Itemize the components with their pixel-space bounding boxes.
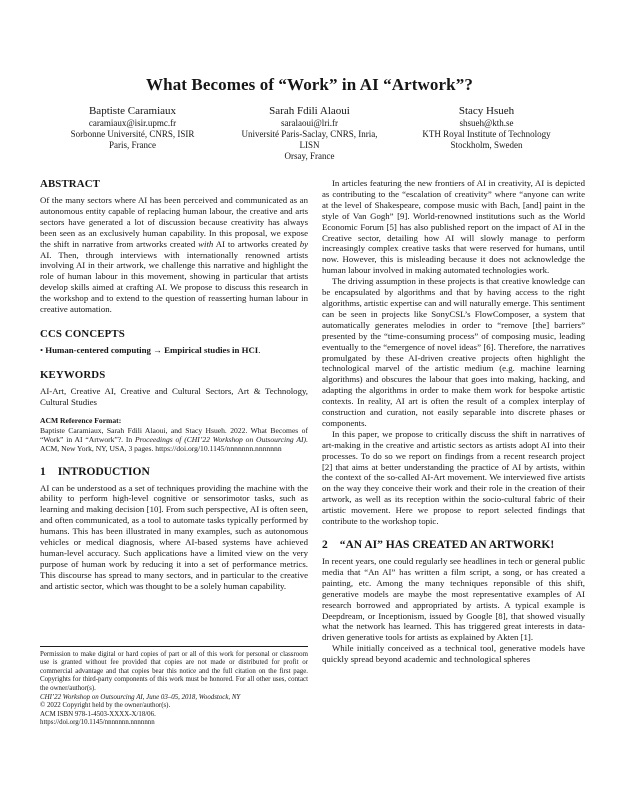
author-1-name: Baptiste Caramiaux bbox=[88, 105, 177, 117]
abstract-run: Of the many sectors where AI has been perceived and communicated as an autonomous entity capable of replacing human labour, the creative and arts sectors have generated a lot of discussion because creativity has always been seen as an exclusively human capability. In this proposal, we expose the shift in narrative from artworks created bbox=[40, 195, 308, 249]
abstract-text bbox=[40, 195, 308, 315]
author-2-affiliation-line: Université Paris-Saclay, CNRS, Inria, bbox=[241, 129, 378, 139]
permission-statement: Permission to make digital or hard copies of part or all of this work for personal or classroom use is granted without fee provided that copies are not made or distributed for profit or commercial advantage and that copies bear this notice and the full citation on the first page. Copyrights for third-party components of this work must be honored. For all other uses, contact the owner/author(s). bbox=[40, 651, 308, 692]
author-2-affiliation-line: Orsay, France bbox=[284, 151, 335, 161]
author-2-name: Sarah Fdili Alaoui bbox=[269, 105, 350, 117]
keywords-heading: KEYWORDS bbox=[40, 368, 106, 381]
ccs-arrow: → bbox=[150, 344, 165, 355]
acm-reference-text bbox=[40, 426, 308, 454]
author-1-email[interactable]: caramiaux@isir.upmc.fr bbox=[88, 118, 177, 128]
body-paragraph: In recent years, one could regularly see headlines in tech or general public media that “An AI” has written a film script, a song, or has created a painting, etc. Among the many techniques reponsible of this shift, generative models are maybe the most representative examples of AI research borrowed and appropriated by artists. A typical example is Deepdream, or Inceptionism, issued by Google [8], that showed visually what the network has learned. This has triggered great interests in data-driven generative tools for artists as explained by Akten [1]. bbox=[322, 556, 585, 643]
acmref-proceedings: Proceedings of (CHI’22 Workshop on Outsourcing AI). bbox=[135, 434, 308, 444]
paper-title: What Becomes of “Work” in AI “Artwork”? bbox=[146, 75, 473, 94]
copyright-line: © 2022 Copyright held by the owner/author(s). bbox=[40, 702, 171, 710]
author-1-affiliation-line: Paris, France bbox=[109, 140, 156, 150]
venue-line: CHI’22 Workshop on Outsourcing AI, June 03–05, 2018, Woodstock, NY bbox=[40, 694, 241, 702]
copyright-footnote bbox=[40, 646, 308, 728]
author-3-affiliation-line: KTH Royal Institute of Technology bbox=[422, 129, 551, 139]
author-3-name: Stacy Hsueh bbox=[458, 105, 515, 117]
footnote-doi-link[interactable]: https://doi.org/10.1145/nnnnnnn.nnnnnnn bbox=[40, 719, 155, 727]
abstract-italic-with: with bbox=[198, 238, 214, 249]
isbn-line: ACM ISBN 978-1-4503-XXXX-X/18/06. bbox=[40, 710, 156, 718]
body-paragraph: In articles featuring the new frontiers of AI in creativity, AI is depicted as contributing to the “escalation of creativity” where “anyone can write at the level of Shakespeare, compose music with Bach, [and] paint in the style of Van Gogh” [9]. World-renowned institutions such as the World Economic Forum [5] has also published report on the impact of AI in the Creative sector, detailing how AI will slowly manage to perform increasingly complex creative tasks that were reserved for humans, until now. However, this is misleading because it does not acknowledge the human labour involved in making automated technologies work. bbox=[322, 178, 585, 276]
body-paragraph: In this paper, we propose to critically discuss the shift in narratives of art-making in the creative and artistic sectors as artists adopt AI into their processes. To do so we report on findings from a recent research project [2] that aims at better understanding the practice of AI by artists, within the context of the so-called AI-Art movement. We interviewed five artists on the way they conceive their work and their role in the creation of their artwork, as well as its reception within the socio-cultural fabric of their artistic movement. Here we propose to report selected findings that contribute to the workshop topic. bbox=[322, 428, 585, 527]
section-2-heading bbox=[322, 539, 585, 551]
author-2 bbox=[221, 105, 398, 162]
author-1 bbox=[44, 105, 221, 162]
author-3-affiliation-line: Stockholm, Sweden bbox=[450, 140, 523, 150]
abstract-italic-by: by bbox=[299, 238, 308, 249]
author-3-email[interactable]: shsueh@kth.se bbox=[459, 118, 514, 128]
ccs-concept bbox=[45, 344, 261, 355]
section-1-title: INTRODUCTION bbox=[57, 465, 150, 478]
ccs-concept-root: Human-centered computing bbox=[45, 344, 151, 355]
acmref-run: Baptiste Caramiaux, Sarah Fdili Alaoui, and Stacy Hsueh. 2022. What Becomes of “Work” in AI “Artwork”?. In bbox=[40, 425, 308, 444]
author-block bbox=[44, 105, 575, 162]
ccs-concept-leaf: Empirical studies in HCI bbox=[164, 344, 259, 355]
author-2-affiliation-line: LISN bbox=[299, 140, 320, 150]
section-1-number: 1 bbox=[40, 465, 46, 478]
abstract-heading: ABSTRACT bbox=[40, 178, 100, 190]
introduction-paragraph: AI can be understood as a set of techniques providing the machine with the ability to perform high-level cognitive or sensorimotor tasks, such as learning and making decision [10]. From such perspective, AI is often seen, and often communicated, as a tool to automate tasks typically performed by humans. This has been illustrated in many examples, such as autonomous vehicles or medical diagnosis, where AI-based systems have achieved human-level accuracy. Such applications have a limited view on the very purpose of human work by reducing it into a set of performance metrics. This discourse has spread to many sectors, and in particular to the creative and artistic sector, which was thought to be a solely human capability. bbox=[40, 482, 308, 591]
abstract-run: AI to artworks created bbox=[213, 238, 300, 249]
section-2-title: “AN AI” HAS CREATED AN ARTWORK! bbox=[339, 539, 555, 551]
keywords-text: AI-Art, Creative AI, Creative and Cultural Sectors, Art & Technology, Cultural Studies bbox=[40, 385, 308, 407]
author-1-affiliation-line: Sorbonne Université, CNRS, ISIR bbox=[70, 129, 195, 139]
acmref-run: ACM, New York, NY, USA, 3 pages. bbox=[40, 444, 156, 454]
body-paragraph: The driving assumption in these projects is that creative knowledge can be encapsulated by algorithms and that by having access to the right algorithms, artistic expertise can and will naturally emerge. This sentiment can be seen in projects like SonyCSL’s FlowComposer, a system that automatically generates melodies in order to “remove [the] barriers” presented by the “time-consuming process” of composing music, leading eventually to the “emergence of novel ideas” [6]. Therefore, the narratives promulgated by these AI-driven creative projects often highlight the technological marvel of the artistic medium (e.g. machine learning algorithms) and obscures the labour that goes into making, hacking, and adapting the algorithms in order to make them work for bespoke artistic contexts. In reality, AI art is often the result of a complex interplay of construction and curation, not easily separable into discrete phases or components. bbox=[322, 276, 585, 428]
ccs-concepts-line bbox=[40, 345, 308, 356]
ccs-bullet: • bbox=[40, 344, 46, 355]
section-1-heading bbox=[40, 466, 308, 478]
right-column bbox=[322, 178, 585, 665]
ccs-period: . bbox=[258, 344, 261, 355]
acm-reference-heading: ACM Reference Format: bbox=[40, 415, 122, 425]
abstract-run: AI. Then, through interviews with internationally renowned artists involving AI in their artwork, we challenge this narrative and highlight the role of human labour in this movement, showing in particular that artists develop skills aimed at crafting AI. We propose to discuss this research in the workshop and to extend to the question of reasserting human labour in creative automation. bbox=[40, 249, 308, 315]
left-column bbox=[40, 178, 308, 592]
section-2-number: 2 bbox=[322, 539, 328, 551]
author-3 bbox=[398, 105, 575, 162]
author-2-email[interactable]: saralaoui@lri.fr bbox=[280, 118, 338, 128]
body-paragraph: While initially conceived as a technical tool, generative models have quickly spread beyond academic and technological spheres bbox=[322, 643, 585, 665]
acmref-doi-link[interactable]: https://doi.org/10.1145/nnnnnnn.nnnnnnn bbox=[155, 444, 282, 454]
ccs-heading: CCS CONCEPTS bbox=[40, 327, 125, 340]
